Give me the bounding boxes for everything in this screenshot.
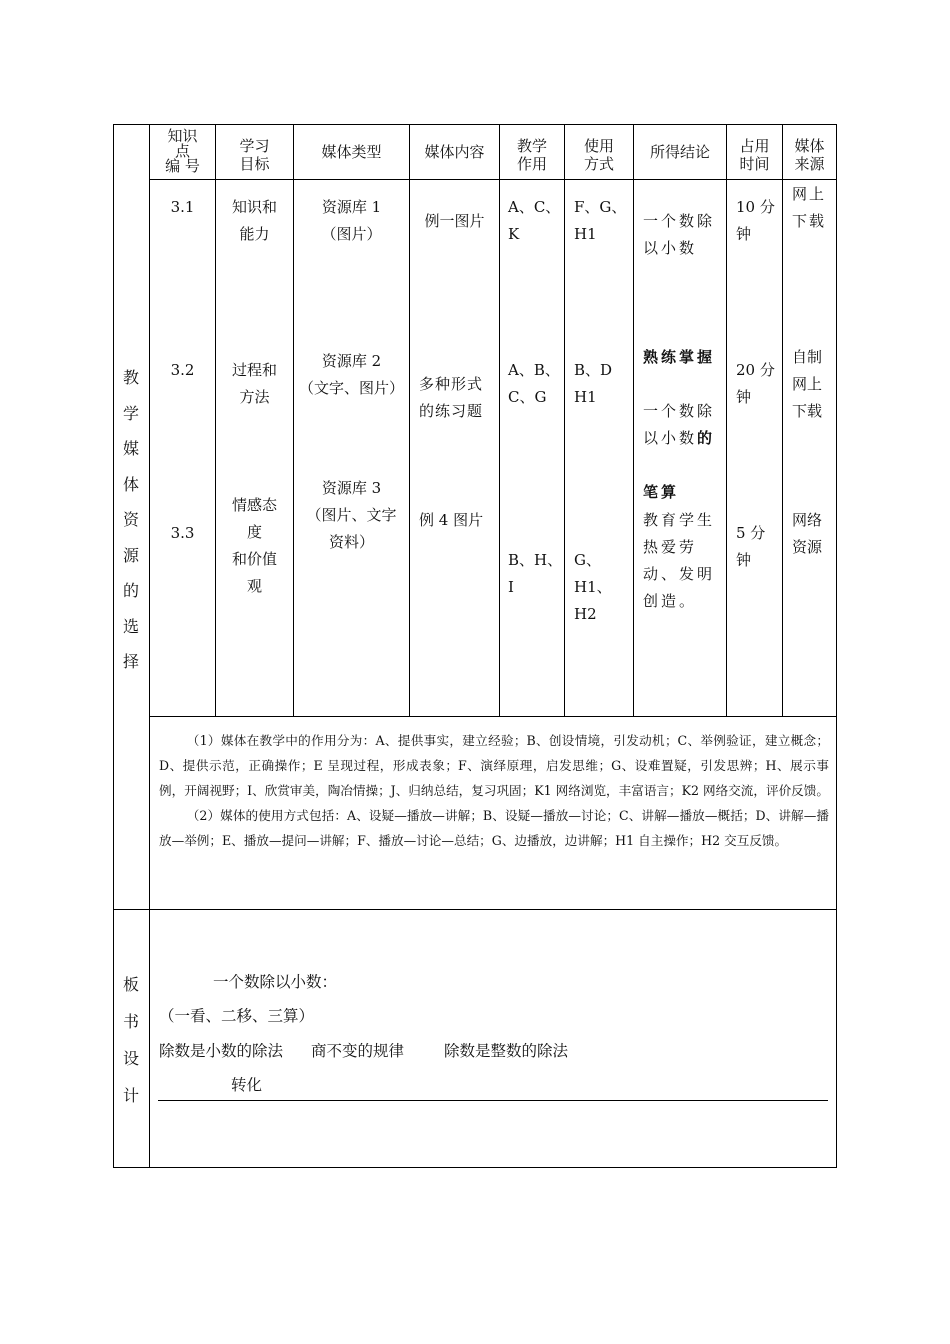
header-type: 媒体类型 — [321, 143, 382, 161]
column-divider — [633, 124, 634, 717]
row1-id: 3.1 — [170, 198, 195, 216]
notes-block — [159, 728, 829, 853]
section-label-char: 选 — [122, 616, 139, 636]
conclusion-text: 一个数除 以小数 — [643, 402, 716, 447]
section-label-char: 设 — [122, 1049, 139, 1068]
row3-source: 网络 资源 — [792, 511, 823, 556]
row3-time: 5 分 钟 — [736, 524, 766, 569]
row2-role: A、B、 C、G — [508, 361, 560, 406]
row2-id: 3.2 — [170, 361, 195, 379]
board-line-divisor-decimal: 除数是小数的除法 — [159, 1042, 284, 1060]
row3-type: 资源库 3 （图片、文字 资料） — [306, 479, 397, 551]
row2-time: 20 分 钟 — [736, 361, 775, 406]
header-bottom-line — [149, 179, 837, 180]
conclusion-bold: 熟练掌握 — [643, 348, 716, 366]
row1-time: 10 分 钟 — [736, 198, 775, 243]
section-label-char: 源 — [122, 545, 139, 565]
header-conclusion: 所得结论 — [649, 143, 710, 161]
table-border-left — [113, 124, 114, 1168]
section-label-char: 资 — [122, 510, 139, 529]
section-label-char: 学 — [122, 403, 139, 423]
section-label-char: 板 — [122, 975, 139, 994]
section-label-media — [119, 360, 143, 680]
section-label-char: 媒 — [122, 439, 139, 458]
row3-goal: 情感态 度 和价值 观 — [231, 496, 277, 595]
section-label-char: 计 — [122, 1086, 139, 1105]
column-divider — [782, 124, 783, 717]
row2-content: 多种形式 的练习题 — [419, 375, 484, 420]
header-goal: 学习 目标 — [239, 137, 270, 173]
board-underline — [158, 1100, 828, 1101]
row3-content: 例 4 图片 — [419, 511, 484, 529]
table-border-right — [836, 124, 837, 1168]
row2-usage: B、D H1 — [574, 361, 613, 406]
board-line-title: 一个数除以小数： — [213, 973, 338, 991]
header-time: 占用 时间 — [739, 137, 770, 173]
board-line-rule: 商不变的规律 — [311, 1042, 405, 1060]
row3-role: B、H、 I — [508, 551, 563, 596]
row1-role: A、C、 K — [508, 198, 561, 243]
row3-conclusion: 教育学生 热爱劳 动、发明 创造。 — [643, 511, 716, 610]
row1-content: 例一图片 — [424, 212, 485, 230]
board-line-transform: 转化 — [231, 1076, 263, 1094]
section-label-board — [119, 966, 143, 1114]
header-source: 媒体 来源 — [794, 137, 825, 173]
row3-usage: G、H1、 H2 — [574, 551, 612, 623]
column-divider — [564, 124, 565, 717]
row3-id: 3.3 — [170, 524, 195, 542]
row1-goal: 知识和 能力 — [231, 198, 277, 243]
column-divider — [499, 124, 500, 717]
row1-usage: F、G、 H1 — [574, 198, 627, 243]
header-content: 媒体内容 — [424, 143, 485, 161]
row2-conclusion — [643, 317, 725, 506]
section-label-char: 书 — [122, 1012, 139, 1031]
section-divider — [113, 909, 837, 910]
row2-type: 资源库 2 （文字、图片） — [298, 352, 404, 397]
board-line-divisor-integer: 除数是整数的除法 — [444, 1042, 569, 1060]
table-border-top — [113, 124, 837, 125]
row1-type: 资源库 1 （图片） — [321, 198, 382, 243]
row1-conclusion: 一个数除 以小数 — [643, 212, 716, 257]
conclusion-bold: 笔算 — [643, 483, 680, 501]
row1-source: 网上 下载 — [792, 185, 827, 230]
header-id: 知识 点 编 号 — [165, 127, 200, 175]
row2-source: 自制 网上 下载 — [792, 348, 823, 420]
conclusion-bold-tail: 的 — [697, 429, 716, 447]
note-media-usage: （2）媒体的使用方式包括：A、设疑—播放—讲解；B、设疑—播放—讨论；C、讲解—播放—概括；D、讲解—播放—举例；E、播放—提问—讲解；F、播放—讨论—总结；G、边播放，边讲解；H1 自主操作；H2 交互反馈。 — [159, 808, 829, 848]
label-column-divider — [149, 124, 150, 1168]
section-label-char: 教 — [122, 368, 139, 387]
column-divider — [726, 124, 727, 717]
table-border-bottom — [113, 1167, 837, 1168]
row2-goal: 过程和 方法 — [231, 361, 277, 406]
section-label-char: 择 — [122, 652, 139, 671]
section-label-char: 的 — [122, 581, 139, 600]
board-line-steps: （一看、二移、三算） — [159, 1007, 315, 1025]
section-label-char: 体 — [122, 474, 139, 494]
header-role: 教学 作用 — [516, 137, 547, 173]
note-media-roles: （1）媒体在教学中的作用分为：A、提供事实，建立经验；B、创设情境，引发动机；C、举例验证，建立概念；D、提供示范，正确操作；E 呈现过程，形成表象；F、演绎原理，启发思维；G、设难置疑，引发思辨；H、展示事例，开阔视野；I、欣赏审美，陶冶情操；J、归纳总结，复习巩固；K1 网络浏览，丰富语言；K2 网络交流，评价反馈。 — [159, 733, 829, 798]
grid-bottom-line — [149, 716, 837, 717]
header-usage: 使用 方式 — [583, 137, 614, 173]
